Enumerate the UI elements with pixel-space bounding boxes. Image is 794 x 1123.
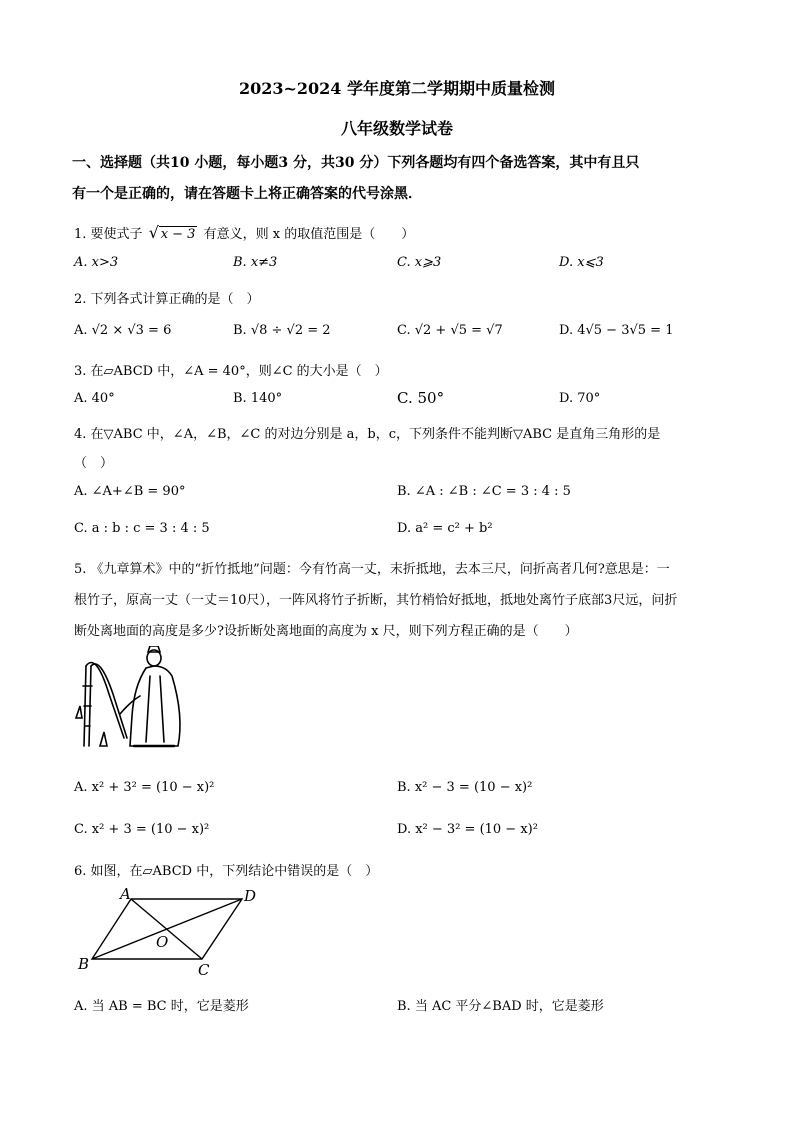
- page-subtitle: 八年级数学试卷: [340, 119, 453, 138]
- q2-option-d: D. 4√5 − 3√5 = 1: [559, 323, 674, 338]
- q3-stem: 3. 在▱ABCD 中，∠A = 40°，则∠C 的大小是（ ）: [74, 364, 388, 379]
- parallelogram-figure: [76, 885, 262, 977]
- page-title: 2023~2024 学年度第二学期期中质量检测: [238, 79, 556, 98]
- q1-text-post: 有意义，则 x 的取值范围是（ ）: [203, 227, 415, 242]
- q1-option-b: B. x≠3: [233, 255, 278, 270]
- q4-option-c: C. a : b : c = 3 : 4 : 5: [74, 521, 210, 536]
- q3-option-c: C. 50°: [397, 389, 445, 407]
- section1-line2: 有一个是正确的，请在答题卡上将正确答案的代号涂黑．: [72, 186, 422, 202]
- q3-option-d: D. 70°: [559, 391, 601, 406]
- q6-option-a: A. 当 AB = BC 时，它是菱形: [74, 999, 249, 1014]
- q1-option-a: A. x>3: [74, 255, 119, 270]
- q2-option-b: B. √8 ÷ √2 = 2: [233, 323, 331, 338]
- q1-radical: [148, 223, 198, 242]
- q5-option-a: A. x² + 3² = (10 − x)²: [74, 780, 215, 795]
- q1-stem: [74, 223, 414, 242]
- vertex-label-d: D: [244, 887, 257, 905]
- q2-stem: 2. 下列各式计算正确的是（ ）: [74, 292, 260, 307]
- q5-stem-line3: 断处离地面的高度是多少?设折断处离地面的高度为 x 尺，则下列方程正确的是（ ）: [74, 624, 578, 639]
- q4-option-a: A. ∠A+∠B = 90°: [74, 484, 186, 499]
- q5-stem-line2: 根竹子，原高一丈（一丈＝10尺），一阵风将竹子折断，其竹梢恰好抵地，抵地处离竹子底部3尺远，问折: [74, 593, 678, 608]
- q2-option-a: A. √2 × √3 = 6: [74, 323, 172, 338]
- vertex-label-c: C: [198, 961, 210, 977]
- q4-option-b: B. ∠A : ∠B : ∠C = 3 : 4 : 5: [397, 484, 571, 499]
- q5-option-b: B. x² − 3 = (10 − x)²: [397, 780, 533, 795]
- scholar-robe: [130, 666, 180, 746]
- vertex-label-a: A: [120, 885, 131, 903]
- q3-option-b: B. 140°: [233, 391, 283, 406]
- sqrt-icon: √: [148, 223, 159, 242]
- q1-text-pre: 1. 要使式子: [74, 227, 143, 242]
- center-label-o: O: [156, 933, 169, 951]
- q1-radicand: x − 3: [160, 227, 196, 242]
- bamboo-illustration: [74, 646, 204, 754]
- q4-option-d: D. a² = c² + b²: [397, 521, 493, 536]
- q5-stem-line1: 5. 《九章算术》中的“折竹抵地”问题：今有竹高一丈，末折抵地，去本三尺，问折高者几何?意思是：一: [74, 562, 670, 577]
- q5-option-d: D. x² − 3² = (10 − x)²: [397, 822, 538, 837]
- q5-option-c: C. x² + 3 = (10 − x)²: [74, 822, 210, 837]
- q4-stem-line1: 4. 在▽ABC 中，∠A，∠B，∠C 的对边分别是 a，b，c，下列条件不能判断▽ABC 是直角三角形的是: [74, 427, 661, 442]
- q6-option-b: B. 当 AC 平分∠BAD 时，它是菱形: [397, 999, 604, 1014]
- q3-option-a: A. 40°: [74, 391, 115, 406]
- q1-option-d: D. x⩽3: [559, 255, 604, 270]
- q1-option-c: C. x⩾3: [397, 255, 442, 270]
- q2-option-c: C. √2 + √5 = √7: [397, 323, 503, 338]
- vertex-label-b: B: [78, 955, 90, 973]
- section1-line1: 一、选择题（共10 小题，每小题3 分，共30 分）下列各题均有四个备选答案，其中有且只: [72, 155, 640, 171]
- q6-stem: 6. 如图，在▱ABCD 中，下列结论中错误的是（ ）: [74, 864, 379, 879]
- q4-stem-line2: （ ）: [74, 456, 114, 471]
